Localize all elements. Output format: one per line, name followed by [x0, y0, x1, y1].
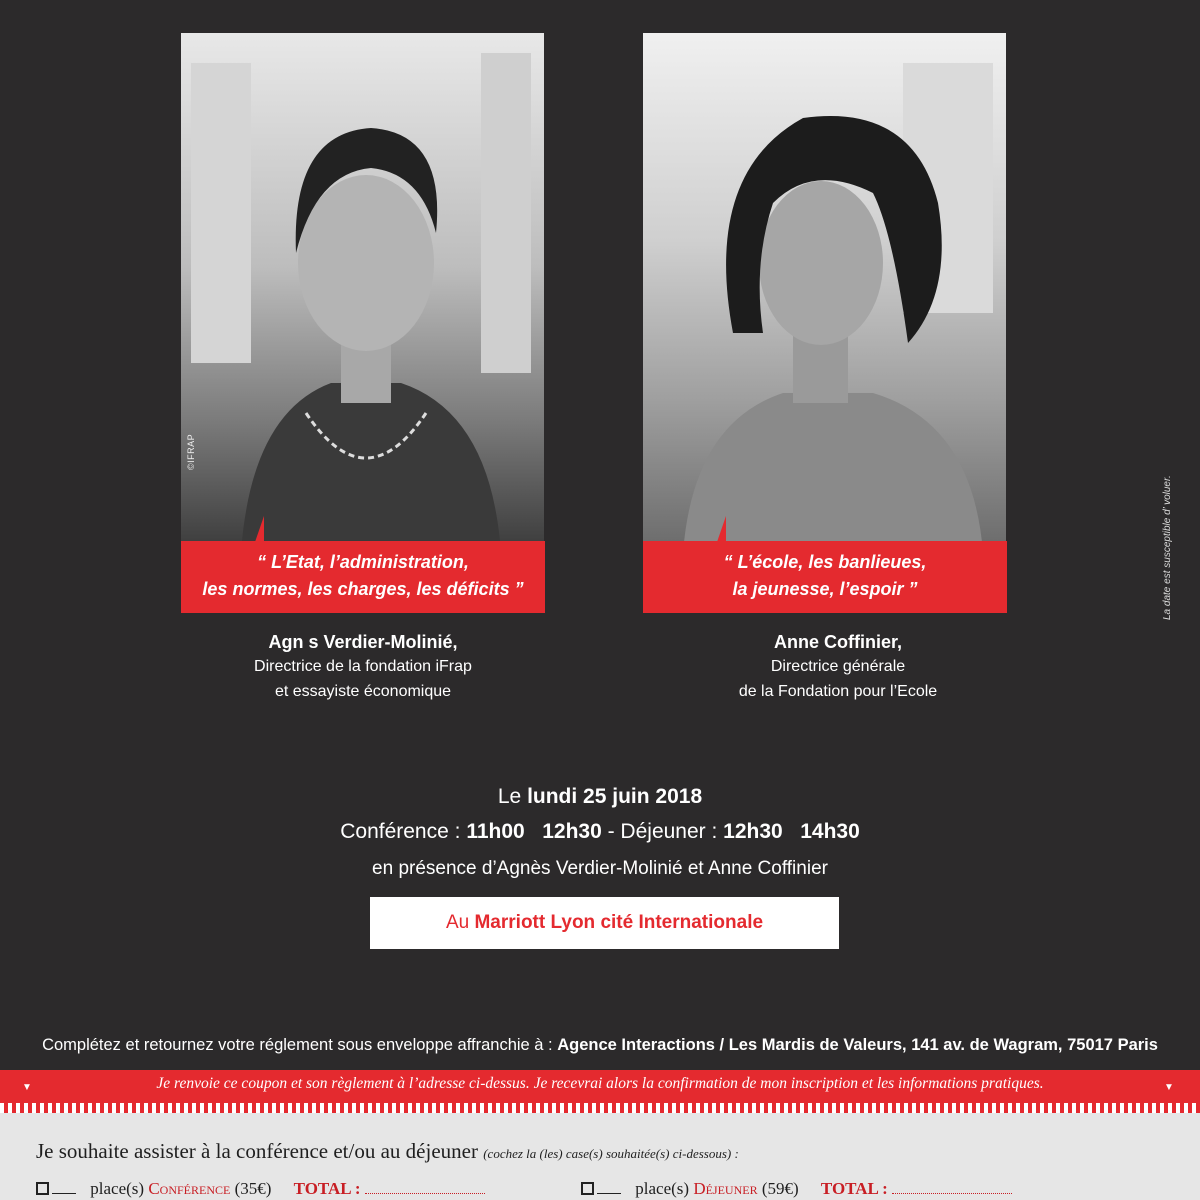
lunch-start: 12h30: [723, 820, 783, 843]
speaker-photo-verdier-molinie: [181, 33, 544, 553]
date-prefix: Le: [497, 785, 522, 808]
conference-price: (35€): [234, 1179, 272, 1198]
form-hint: (cochez la (les) case(s) souhaitée(s) ci-dessous) :: [483, 1146, 739, 1161]
event-presence: en présence d’Agnès Verdier-Molinié et Anne Coffinier: [372, 858, 828, 879]
return-address: Agence Interactions / Les Mardis de Valeurs, 141 av. de Wagram, 75017 Paris: [557, 1036, 1158, 1054]
conference-row: [36, 1179, 485, 1199]
conference-quantity-field[interactable]: [52, 1182, 76, 1194]
registration-form: [0, 1113, 1200, 1200]
speaker-name: Agn s Verdier-Molinié,: [268, 632, 458, 652]
quote-coffinier: [643, 541, 1007, 613]
quote-line: “ L’école, les banlieues,: [723, 552, 927, 572]
form-title-text: Je souhaite assister à la conférence et/ou au déjeuner: [36, 1139, 478, 1163]
conference-end: 12h30: [542, 820, 602, 843]
lunch-end: 14h30: [800, 820, 860, 843]
arrow-down-icon: ▼: [22, 1082, 32, 1093]
date-disclaimer: La date est susceptible d’ voluer.: [1162, 475, 1173, 620]
portrait-illustration: [181, 33, 544, 553]
form-title: [36, 1139, 739, 1164]
places-label: place(s): [90, 1179, 145, 1198]
speaker-info-coffinier: [656, 630, 1020, 704]
venue-name: Marriott Lyon cité Internationale: [474, 912, 764, 933]
conference-label: Conférence :: [340, 820, 461, 843]
speaker-info-verdier-molinie: [181, 630, 545, 704]
perforation-divider: [0, 1103, 1200, 1113]
conference-total-label: TOTAL :: [293, 1179, 361, 1198]
places-label: place(s): [635, 1179, 690, 1198]
lunch-label: Déjeuner: [693, 1179, 758, 1198]
quote-tail: [717, 516, 726, 542]
coupon-notice: Je renvoie ce coupon et son règlement à l’adresse ci-dessus. Je recevrai alors la confirmation de mon inscription et les informations pratiques.: [156, 1075, 1044, 1092]
quote-verdier-molinie: [181, 541, 545, 613]
return-instructions: [0, 1036, 1200, 1055]
return-text: Complétez et retournez votre réglement sous enveloppe affranchie à :: [42, 1036, 553, 1054]
quote-line: les normes, les charges, les déficits ”: [202, 579, 524, 599]
conference-start: 11h00: [466, 820, 525, 843]
speaker-role: Directrice générale: [770, 658, 906, 675]
lunch-checkbox[interactable]: [581, 1182, 594, 1195]
lunch-quantity-field[interactable]: [597, 1182, 621, 1194]
speaker-name: Anne Coffinier,: [773, 632, 902, 652]
speaker-role: de la Fondation pour l’Ecole: [738, 683, 938, 700]
date-value: lundi 25 juin 2018: [527, 785, 703, 808]
conference-label: Conférence: [148, 1179, 231, 1198]
speaker-role: Directrice de la fondation iFrap: [254, 658, 472, 675]
lunch-total-label: TOTAL :: [820, 1179, 888, 1198]
event-date: [0, 785, 1200, 809]
quote-line: “ L’Etat, l’administration,: [257, 552, 469, 572]
lunch-total-field[interactable]: [892, 1184, 1012, 1194]
conference-checkbox[interactable]: [36, 1182, 49, 1195]
lunch-row: [581, 1179, 1012, 1199]
speaker-photo-coffinier: [643, 33, 1006, 553]
lunch-price: (59€): [761, 1179, 799, 1198]
venue-box: [370, 897, 839, 949]
lunch-label: - Déjeuner :: [607, 820, 718, 843]
portrait-illustration: [643, 33, 1006, 553]
speaker-role: et essayiste économique: [274, 683, 452, 700]
photo-credit: ©IFRAP: [186, 433, 196, 470]
conference-total-field[interactable]: [365, 1184, 485, 1194]
venue-prefix: Au: [445, 912, 470, 933]
arrow-down-icon: ▼: [1164, 1082, 1174, 1093]
quote-line: la jeunesse, l’espoir ”: [732, 579, 918, 599]
quote-tail: [255, 516, 264, 542]
event-schedule: [0, 820, 1200, 844]
